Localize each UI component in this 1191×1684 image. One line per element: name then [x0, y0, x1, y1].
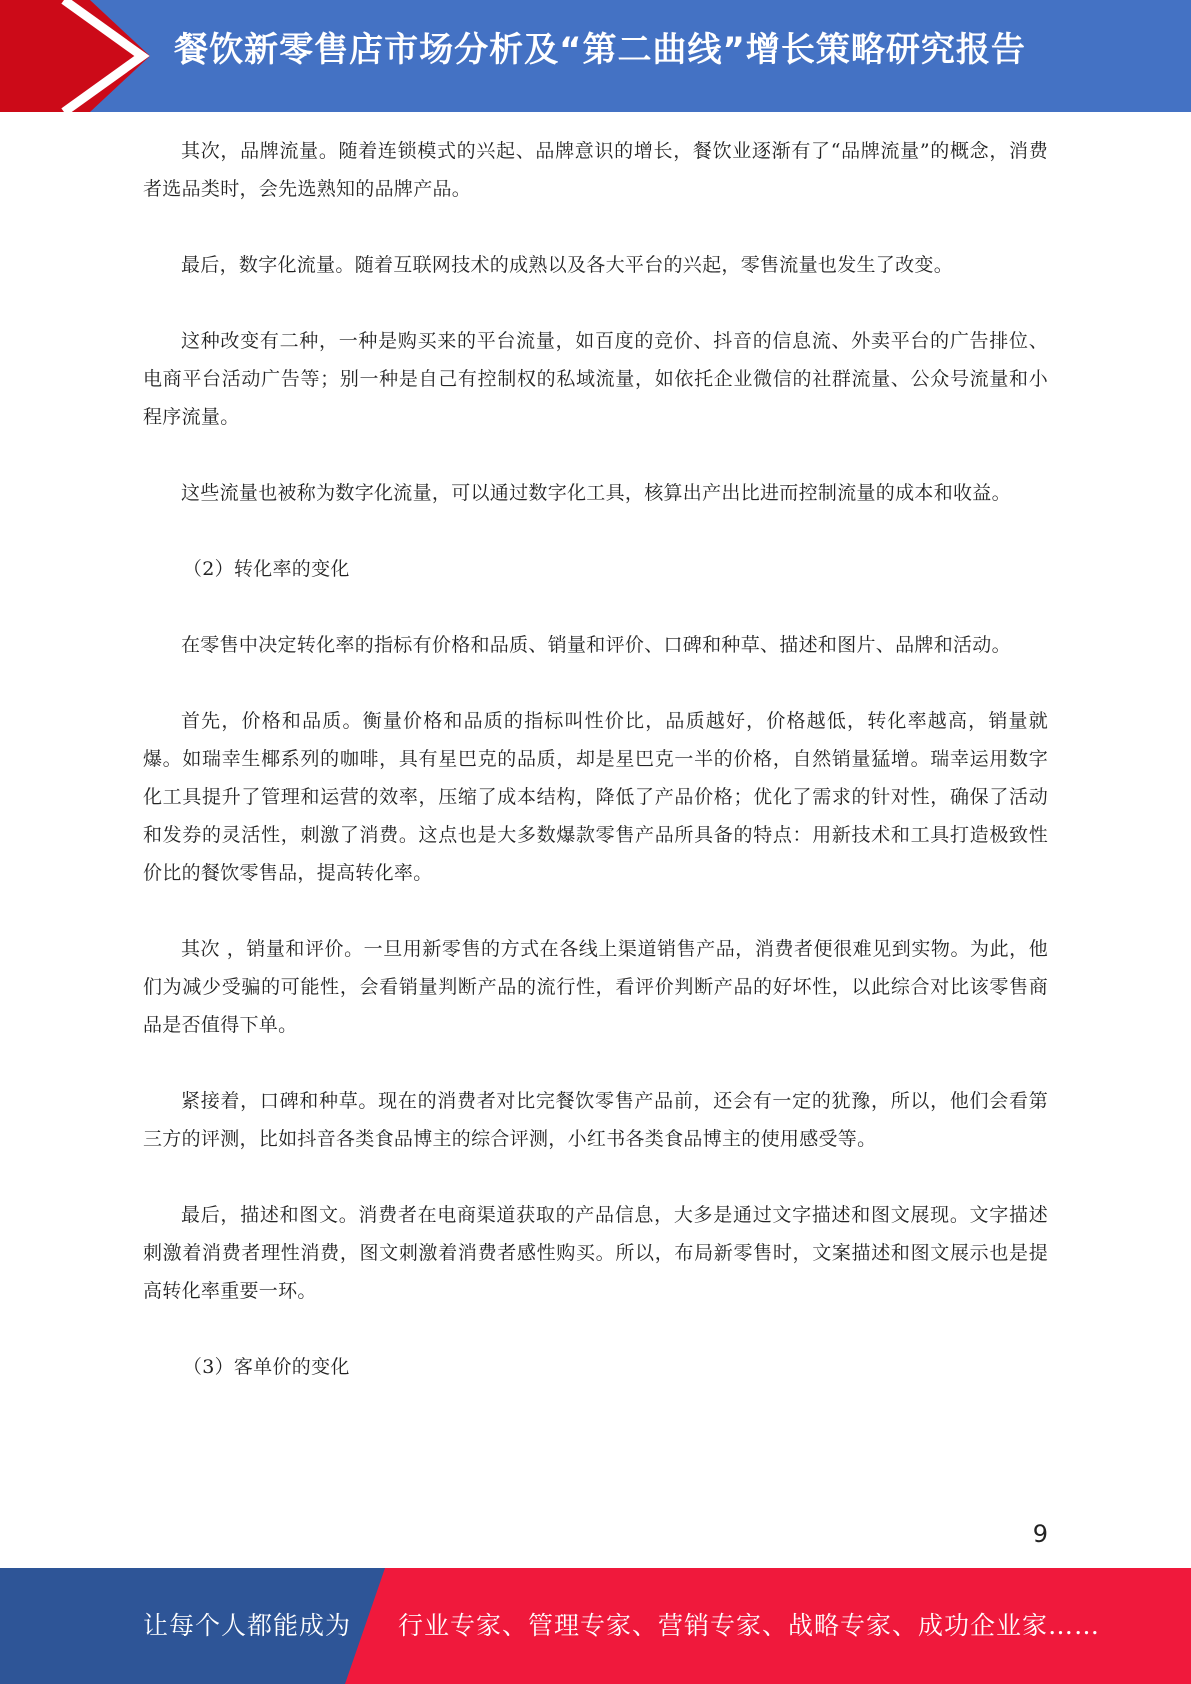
paragraph: 最后，数字化流量。随着互联网技术的成熟以及各大平台的兴起，零售流量也发生了改变。 — [181, 254, 954, 276]
header-red-chevron — [0, 0, 150, 112]
document-body — [143, 132, 1048, 1424]
paragraph: 其次，品牌流量。随着连锁模式的兴起、品牌意识的增长，餐饮业逐渐有了“品牌流量”的概念，消费者选品类时，会先选熟知的品牌产品。 — [143, 140, 1048, 200]
paragraph: 在零售中决定转化率的指标有价格和品质、销量和评价、口碑和种草、描述和图片、品牌和活动。 — [181, 634, 1011, 656]
paragraph: 其次 ，销量和评价。一旦用新零售的方式在各线上渠道销售产品，消费者便很难见到实物。为此，他们为减少受骗的可能性，会看销量判断产品的流行性，看评价判断产品的好坏性，以此综合对比该零售商品是否值得下单。 — [143, 938, 1048, 1036]
paragraph: 最后，描述和图文。消费者在电商渠道获取的产品信息，大多是通过文字描述和图文展现。文字描述刺激着消费者理性消费，图文刺激着消费者感性购买。所以，布局新零售时，文案描述和图文展示也是提高转化率重要一环。 — [143, 1204, 1048, 1302]
section-heading: （3）客单价的变化 — [182, 1356, 350, 1378]
footer-slogan-left: 让每个人都能成为 — [143, 1611, 352, 1640]
page-number: 9 — [1032, 1520, 1048, 1548]
paragraph: 这种改变有二种，一种是购买来的平台流量，如百度的竞价、抖音的信息流、外卖平台的广告排位、电商平台活动广告等；别一种是自己有控制权的私域流量，如依托企业微信的社群流量、公众号流量和小程序流量。 — [143, 330, 1048, 428]
paragraph: 这些流量也被称为数字化流量，可以通过数字化工具，核算出产出比进而控制流量的成本和收益。 — [181, 482, 1011, 504]
page-title: 餐饮新零售店市场分析及“第二曲线”增长策略研究报告 — [174, 30, 1026, 70]
footer-slogan-right: 行业专家、管理专家、营销专家、战略专家、成功企业家…… — [398, 1611, 1101, 1640]
paragraph: 首先，价格和品质。衡量价格和品质的指标叫性价比，品质越好，价格越低，转化率越高，销量就爆。如瑞幸生椰系列的咖啡，具有星巴克的品质，却是星巴克一半的价格，自然销量猛增。瑞幸运用数字化工具提升了管理和运营的效率，压缩了成本结构，降低了产品价格；优化了需求的针对性，确保了活动和发券的灵活性，刺激了消费。这点也是大多数爆款零售产品所具备的特点：用新技术和工具打造极致性价比的餐饮零售品，提高转化率。 — [143, 710, 1048, 884]
paragraph: 紧接着，口碑和种草。现在的消费者对比完餐饮零售产品前，还会有一定的犹豫，所以，他们会看第三方的评测，比如抖音各类食品博主的综合评测，小红书各类食品博主的使用感受等。 — [143, 1090, 1048, 1150]
page-footer — [0, 1568, 1191, 1684]
section-heading: （2）转化率的变化 — [182, 558, 350, 580]
page-header — [0, 0, 1191, 112]
